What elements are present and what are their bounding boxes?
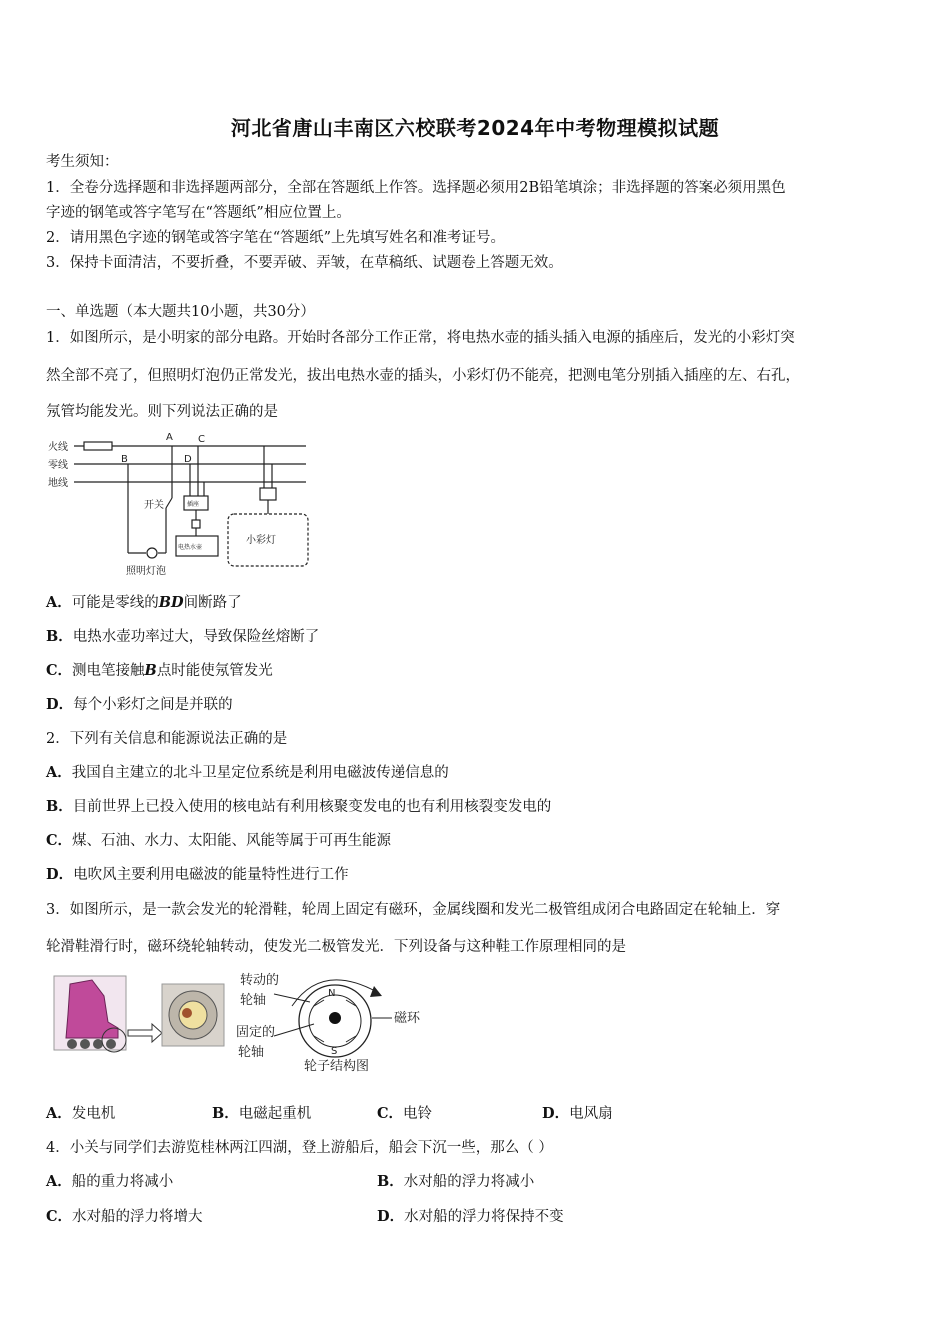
- south-pole-label: S: [331, 1046, 338, 1057]
- question-2-option-c[interactable]: C．煤、石油、水力、太阳能、风能等属于可再生能源: [46, 832, 392, 849]
- lamp-label: 照明灯泡: [126, 566, 166, 577]
- point-b-label: B: [121, 454, 128, 465]
- fixed-label: 固定的: [236, 1025, 276, 1040]
- notice-item: 字迹的钢笔或答字笔写在“答题纸”相应位置上。: [46, 205, 351, 221]
- question-1-option-a[interactable]: A．可能是零线的BD间断路了: [46, 594, 242, 611]
- question-1-stem: 氖管均能发光。则下列说法正确的是: [46, 404, 278, 420]
- point-a-label: A: [166, 432, 173, 443]
- skate-wheel-figure: [52, 966, 432, 1076]
- question-4-stem: 4．小关与同学们去游览桂林两江四湖，登上游船后，船会下沉一些，那么（ ）: [46, 1140, 553, 1156]
- question-1-stem: 1．如图所示，是小明家的部分电路。开始时各部分工作正常，将电热水壶的插头插入电源的插座后，发光的小彩灯突: [46, 330, 795, 346]
- north-pole-label: N: [328, 988, 336, 999]
- page-title: 河北省唐山丰南区六校联考2024年中考物理模拟试题: [230, 116, 720, 140]
- question-4-option-d[interactable]: D．水对船的浮力将保持不变: [377, 1208, 564, 1225]
- question-3-option-b[interactable]: B．电磁起重机: [212, 1105, 312, 1122]
- question-2-option-d[interactable]: D．电吹风主要利用电磁波的能量特性进行工作: [46, 866, 349, 883]
- circuit-diagram: [46, 428, 316, 580]
- notice-item: 1．全卷分选择题和非选择题两部分，全部在答题纸上作答。选择题必须用2B铅笔填涂；非选择题的答案必须用黑色: [46, 180, 786, 196]
- question-1-option-b[interactable]: B．电热水壶功率过大，导致保险丝熔断了: [46, 628, 320, 645]
- notice-item: 3．保持卡面清洁，不要折叠，不要弄破、弄皱，在草稿纸、试题卷上答题无效。: [46, 255, 563, 271]
- point-d-label: D: [184, 454, 192, 465]
- axle-label: 轮轴: [240, 993, 267, 1008]
- question-2-stem: 2．下列有关信息和能源说法正确的是: [46, 731, 288, 747]
- kettle-label: 电热水壶: [178, 544, 203, 551]
- question-3-stem: 3．如图所示，是一款会发光的轮滑鞋，轮周上固定有磁环，金属线圈和发光二极管组成闭合电路固定在轮轴上．穿: [46, 902, 781, 918]
- figure-caption: 轮子结构图: [304, 1059, 370, 1074]
- axle-label: 轮轴: [238, 1045, 265, 1060]
- notice-heading: 考生须知：: [46, 154, 119, 170]
- section-heading: 一、单选题（本大题共10小题，共30分）: [46, 304, 315, 320]
- question-2-option-b[interactable]: B．目前世界上已投入使用的核电站有利用核聚变发电的也有利用核裂变发电的: [46, 798, 552, 815]
- neutral-wire-label: 零线: [48, 460, 68, 471]
- question-3-option-d[interactable]: D．电风扇: [542, 1105, 613, 1122]
- live-wire-label: 火线: [48, 442, 68, 453]
- notice-item: 2．请用黑色字迹的钢笔或答字笔在“答题纸”上先填写姓名和准考证号。: [46, 230, 506, 246]
- ground-wire-label: 地线: [48, 478, 68, 489]
- question-4-option-b[interactable]: B．水对船的浮力将减小: [377, 1173, 535, 1190]
- question-3-option-a[interactable]: A．发电机: [46, 1105, 116, 1122]
- question-1-option-c[interactable]: C．测电笔接触B点时能使氖管发光: [46, 662, 273, 679]
- question-3-option-c[interactable]: C．电铃: [377, 1105, 433, 1122]
- question-1-stem: 然全部不亮了，但照明灯泡仍正常发光，拔出电热水壶的插头，小彩灯仍不能亮，把测电笔分别插入插座的左、右孔，: [46, 368, 800, 384]
- point-c-label: C: [198, 434, 205, 445]
- switch-label: 开关: [144, 500, 164, 511]
- question-2-option-a[interactable]: A．我国自主建立的北斗卫星定位系统是利用电磁波传递信息的: [46, 764, 449, 781]
- socket-label: 插座: [187, 501, 200, 508]
- question-4-option-c[interactable]: C．水对船的浮力将增大: [46, 1208, 203, 1225]
- rotating-label: 转动的: [240, 973, 280, 988]
- string-lights-label: 小彩灯: [246, 535, 276, 546]
- question-4-option-a[interactable]: A．船的重力将减小: [46, 1173, 174, 1190]
- question-3-stem: 轮滑鞋滑行时，磁环绕轮轴转动，使发光二极管发光．下列设备与这种鞋工作原理相同的是: [46, 939, 626, 955]
- magnet-ring-label: 磁环: [394, 1011, 421, 1026]
- question-1-option-d[interactable]: D．每个小彩灯之间是并联的: [46, 696, 233, 713]
